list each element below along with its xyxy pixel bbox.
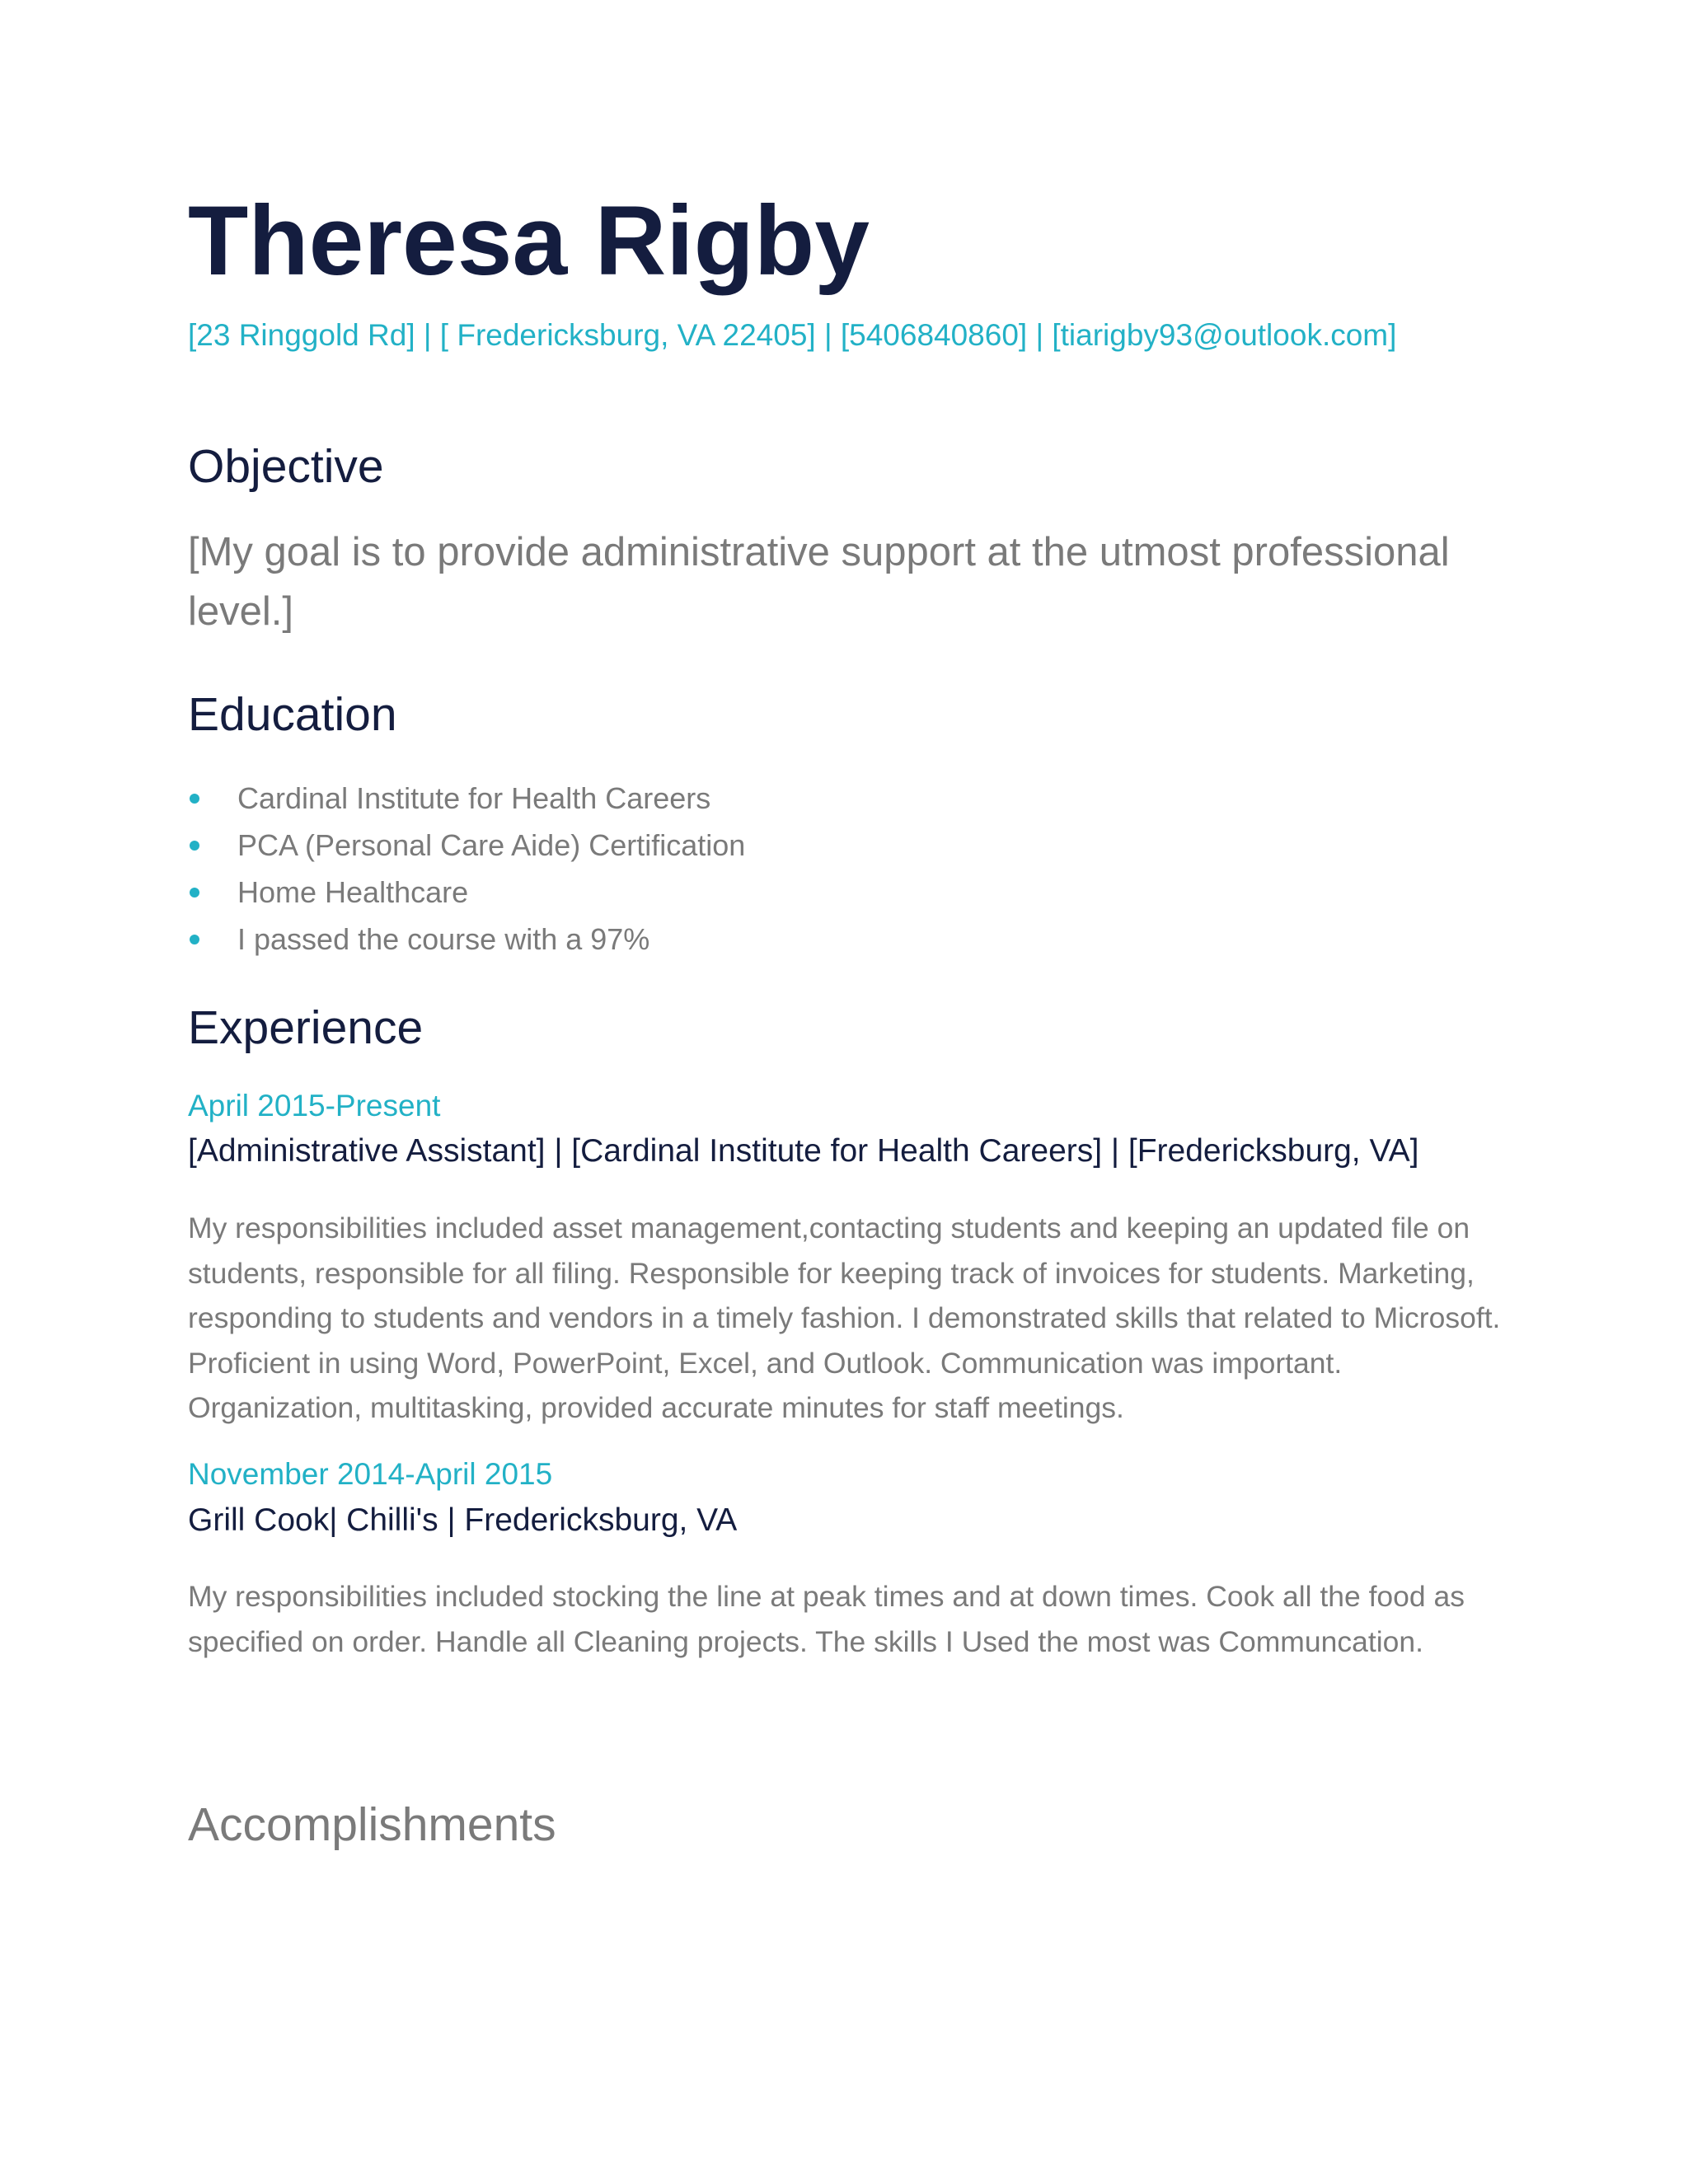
education-item-label: Home Healthcare <box>237 875 469 909</box>
bullet-icon <box>190 841 199 851</box>
objective-heading: Objective <box>188 440 384 493</box>
bullet-icon <box>190 888 199 898</box>
job-dates: April 2015-Present <box>188 1089 441 1122</box>
experience-heading: Experience <box>188 1001 424 1054</box>
job-title: Grill Cook| Chilli's | Fredericksburg, VA <box>188 1502 738 1538</box>
list-item <box>188 775 745 822</box>
education-item-label: I passed the course with a 97% <box>237 922 650 956</box>
job-title: [Administrative Assistant] | [Cardinal Institute for Health Careers] | [Fredericksburg, VA] <box>188 1133 1419 1169</box>
education-list <box>188 775 745 963</box>
accomplishments-heading: Accomplishments <box>188 1798 556 1851</box>
list-item <box>188 916 745 963</box>
job-dates: November 2014-April 2015 <box>188 1457 553 1491</box>
education-item-label: PCA (Personal Care Aide) Certification <box>237 828 746 862</box>
list-item <box>188 869 745 916</box>
education-heading: Education <box>188 688 397 741</box>
bullet-icon <box>190 935 199 944</box>
bullet-icon <box>190 794 199 804</box>
education-item-label: Cardinal Institute for Health Careers <box>237 781 711 815</box>
candidate-name: Theresa Rigby <box>188 185 870 296</box>
contact-info: [23 Ringgold Rd] | [ Fredericksburg, VA 22405] | [5406840860] | [tiarigby93@outlook.com] <box>188 318 1397 352</box>
job-description: My responsibilities included stocking the line at peak times and at down times. Cook all the food as specified on order. Handle all Cleaning projects. The skills I Used the most was Communcation. <box>188 1580 1465 1658</box>
job-description: My responsibilities included asset management,contacting students and keeping an updated file on students, responsible for all filing. Responsible for keeping track of invoices for students. Marketing, responding to students and vendors in a timely fashion. I demonstrated skills that related to Microsoft. Proficient in using Word, PowerPoint, Excel, and Outlook. Communication was important. Organization, multitasking, provided accurate minutes for staff meetings. <box>188 1212 1501 1424</box>
list-item <box>188 822 745 869</box>
objective-text: [My goal is to provide administrative support at the utmost professional level.] <box>188 530 1450 634</box>
